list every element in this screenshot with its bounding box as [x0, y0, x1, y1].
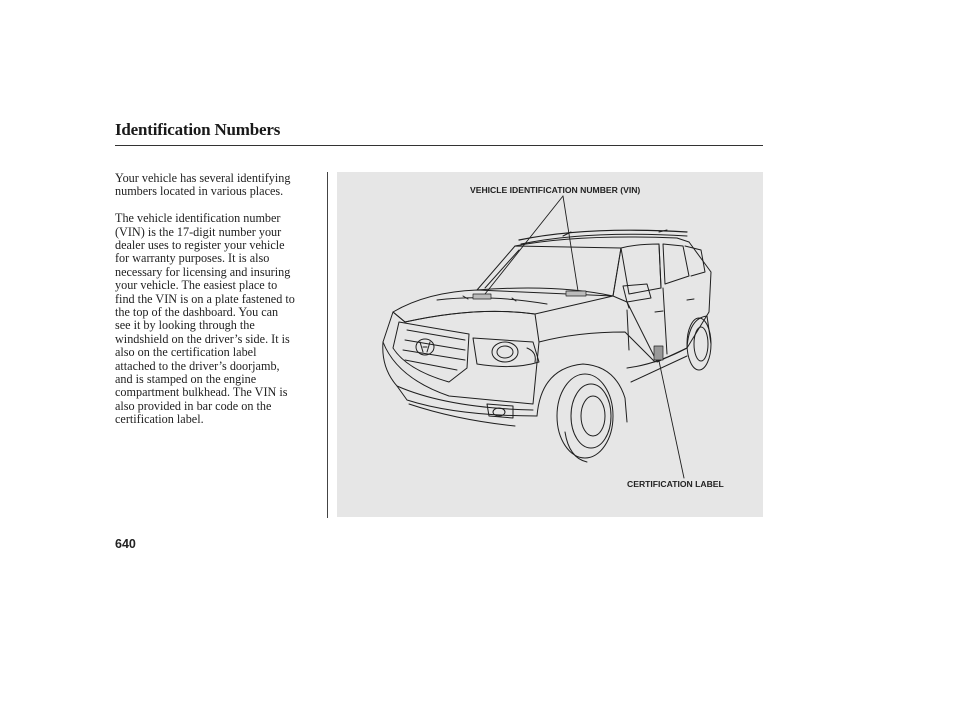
- vin-paragraph: The vehicle identification number (VIN) is the 17-digit number your dealer uses to register your vehicle for warranty purposes. It is also necessary for licensing and insuring your vehicle. The easiest place to find the VIN is on a plate fastened to the top of the dashboard. You can see it by looking through the windshield on the driver’s side. It is also on the certification label attached to the driver’s doorjamb, and is stamped on the engine compartment bulkhead. The VIN is also provided in bar code on the certification label.: [115, 211, 295, 427]
- page-number: 640: [115, 537, 136, 551]
- intro-paragraph: Your vehicle has several identifying numbers located in various places.: [115, 171, 291, 199]
- column-divider: [327, 172, 328, 518]
- certification-label-marker-icon: [654, 346, 663, 360]
- title-divider: [115, 145, 763, 146]
- vin-callout-label: VEHICLE IDENTIFICATION NUMBER (VIN): [470, 185, 641, 195]
- certification-callout-label: CERTIFICATION LABEL: [627, 479, 724, 489]
- page-title: Identification Numbers: [115, 120, 281, 139]
- body-text: [115, 172, 320, 440]
- vehicle-figure: [337, 172, 763, 517]
- suv-illustration-icon: [337, 172, 763, 517]
